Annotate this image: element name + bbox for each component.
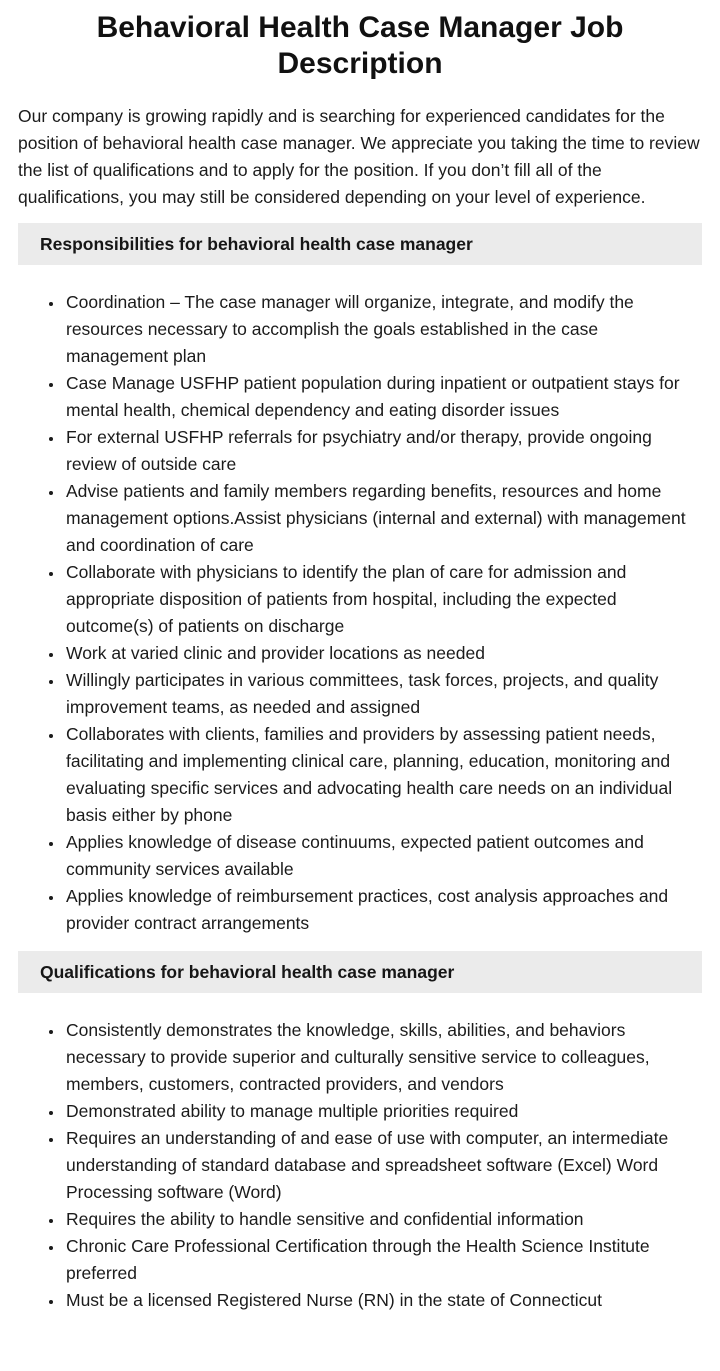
list-item: • Must be a licensed Registered Nurse (RN) in the state of Connecticut bbox=[64, 1287, 702, 1314]
list-item: • Work at varied clinic and provider locations as needed bbox=[64, 640, 702, 667]
intro-paragraph: Our company is growing rapidly and is searching for experienced candidates for the position of behavioral health case manager. We appreciate you taking the time to review the list of qualifications and to apply for the position. If you don’t fill all of the qualifications, you may still be considered depending on your level of experience. bbox=[18, 106, 700, 207]
list-item: • Applies knowledge of disease continuums, expected patient outcomes and community services available bbox=[64, 829, 702, 883]
job-description-document bbox=[0, 10, 720, 1371]
list-item: • Demonstrated ability to manage multiple priorities required bbox=[64, 1098, 702, 1125]
section-heading-qualifications: Qualifications for behavioral health case manager bbox=[18, 951, 702, 993]
list-item: • Collaborate with physicians to identify the plan of care for admission and appropriate disposition of patients from hospital, including the expected outcome(s) of patients on discharge bbox=[64, 559, 702, 640]
list-item: • Advise patients and family members regarding benefits, resources and home management options.Assist physicians (internal and external) with management and coordination of care bbox=[64, 478, 702, 559]
section-heading-responsibilities: Responsibilities for behavioral health case manager bbox=[18, 223, 702, 265]
list-item: • Collaborates with clients, families and providers by assessing patient needs, facilitating and implementing clinical care, planning, education, monitoring and evaluating specific services and advocating health care needs on an individual basis either by phone bbox=[64, 721, 702, 829]
qualifications-list bbox=[18, 1017, 702, 1314]
list-item: • Applies knowledge of reimbursement practices, cost analysis approaches and provider contract arrangements bbox=[64, 883, 702, 937]
list-item: • Case Manage USFHP patient population during inpatient or outpatient stays for mental health, chemical dependency and eating disorder issues bbox=[64, 370, 702, 424]
list-item: • Willingly participates in various committees, task forces, projects, and quality improvement teams, as needed and assigned bbox=[64, 667, 702, 721]
responsibilities-list bbox=[18, 289, 702, 937]
list-item: • Consistently demonstrates the knowledge, skills, abilities, and behaviors necessary to provide superior and culturally sensitive service to colleagues, members, customers, contracted providers, and vendors bbox=[64, 1017, 702, 1098]
page-title: Behavioral Health Case Manager Job Description bbox=[96, 11, 624, 80]
list-item: • Chronic Care Professional Certification through the Health Science Institute preferred bbox=[64, 1233, 702, 1287]
list-item: • For external USFHP referrals for psychiatry and/or therapy, provide ongoing review of outside care bbox=[64, 424, 702, 478]
list-item: • Requires an understanding of and ease of use with computer, an intermediate understanding of standard database and spreadsheet software (Excel) Word Processing software (Word) bbox=[64, 1125, 702, 1206]
list-item: • Coordination – The case manager will organize, integrate, and modify the resources necessary to accomplish the goals established in the case management plan bbox=[64, 289, 702, 370]
list-item: • Requires the ability to handle sensitive and confidential information bbox=[64, 1206, 702, 1233]
